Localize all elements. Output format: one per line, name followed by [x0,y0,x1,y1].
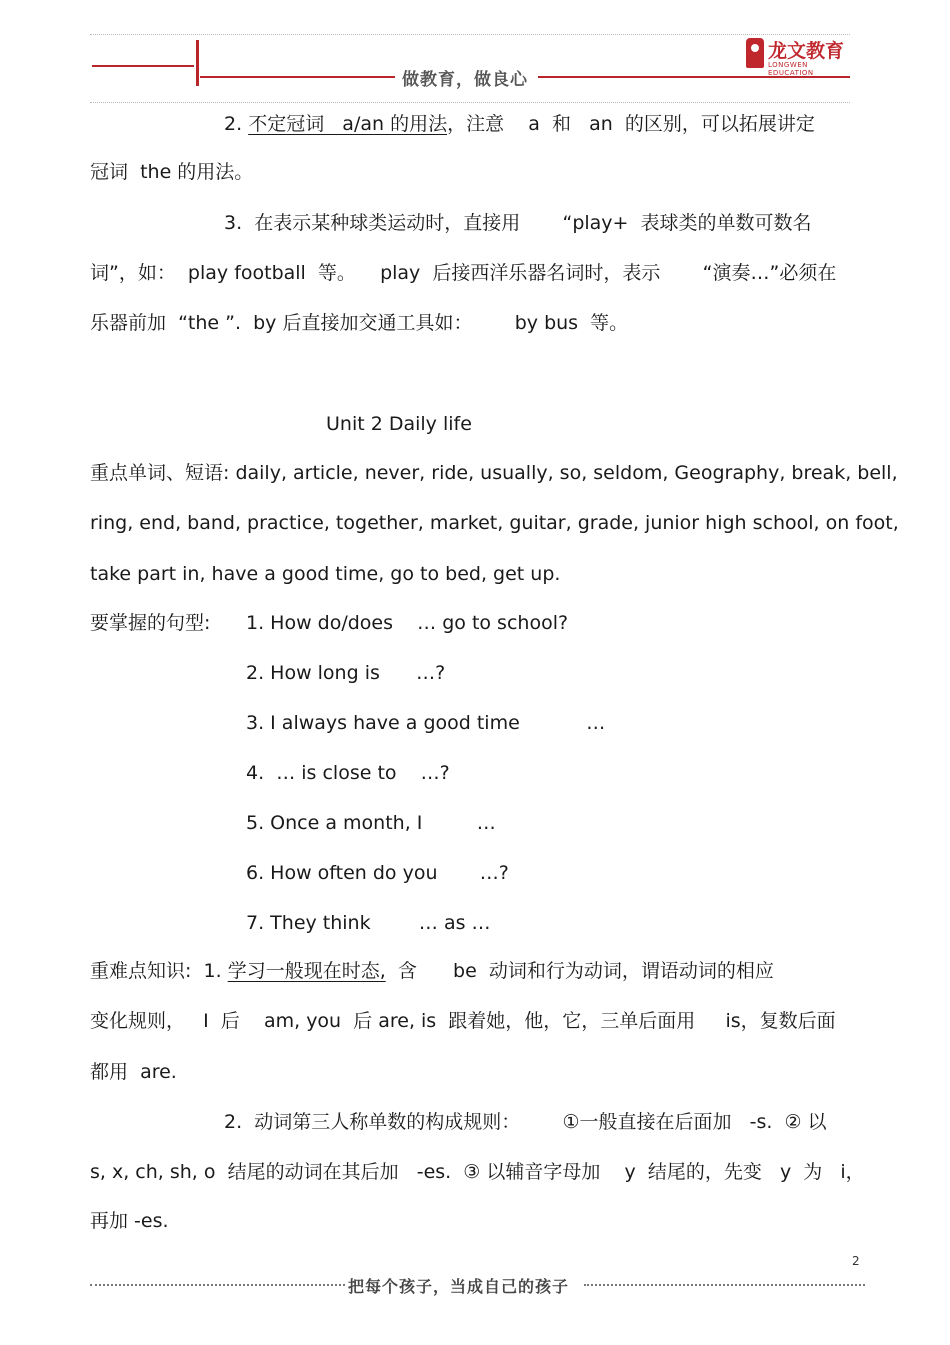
vocabulary-line-2: ring, end, band, practice, together, market, guitar, grade, junior high school, on foot, [90,512,899,534]
vocabulary-line-3: take part in, have a good time, go to bed, get up. [90,563,561,585]
paragraph-2-line-2: 冠词 the 的用法。 [90,161,254,183]
key-points-line-3: 都用 are. [90,1061,177,1083]
footer-rule-right [584,1284,865,1286]
key-points-label: 重难点知识: [90,960,192,982]
page-number: 2 [852,1254,860,1268]
header-rule-middle [200,76,395,78]
paragraph-2-line-1 [224,112,815,136]
key-points-line-2: 变化规则， I 后 am, you 后 are, is 跟着她，他，它，三单后面用 is，复数后面 [90,1010,836,1032]
key-point-2-line-2: s, x, ch, sh, o 结尾的动词在其后加 -es. ③ 以辅音字母加 y 结尾的，先变 y 为 i， [90,1161,865,1183]
pattern-item: 6. How often do you …? [246,862,509,884]
pattern-item: 4. … is close to …? [246,762,450,784]
page-footer [90,1274,865,1296]
paragraph-2-underlined: 不定冠词 a/an 的用法 [248,113,448,135]
logo [746,36,850,77]
paragraph-3-line-1: 3. 在表示某种球类运动时，直接用 “play+ 表球类的单数可数名 [224,212,812,234]
logo-name: 龙文教育 [768,40,845,62]
header-top-border [90,34,850,35]
footer-rule-left [90,1284,345,1286]
key-point-1-underlined: 学习一般现在时态, [227,960,386,982]
paragraph-2-text: ，注意 a 和 an 的区别，可以拓展讲定 [447,113,815,135]
header-bottom-border [90,102,850,103]
key-point-2-line-1: 2. 动词第三人称单数的构成规则： ①一般直接在后面加 -s. ② 以 [224,1111,827,1133]
page-header [90,34,850,104]
footer-slogan: 把每个孩子，当成自己的孩子 [348,1277,570,1296]
pattern-item: 5. Once a month, I … [246,812,496,834]
header-motto: 做教育，做良心 [402,70,528,90]
key-point-1-number: 1. [203,960,222,982]
pattern-item: 2. How long is …? [246,662,446,684]
paragraph-3-line-2: 词”，如： play football 等。 play 后接西洋乐器名词时，表示 “演奏…”必须在 [90,262,837,284]
key-point-1-text: 含 be 动词和行为动词，谓语动词的相应 [385,960,774,982]
paragraph-2-number: 2. [224,113,243,135]
patterns-label: 要掌握的句型: [90,612,211,634]
pattern-item: 3. I always have a good time … [246,712,606,734]
key-point-2-line-3: 再加 -es. [90,1210,169,1232]
header-divider [196,40,199,86]
paragraph-3-line-3: 乐器前加 “the ”. by 后直接加交通工具如： by bus 等。 [90,312,629,334]
logo-subtitle: LONGWEN EDUCATION [768,61,814,77]
header-rule-left [92,65,194,67]
key-points-line-1 [90,959,774,983]
logo-icon [746,38,764,68]
unit-title: Unit 2 Daily life [326,413,472,435]
pattern-item: 7. They think … as … [246,912,491,934]
pattern-item: 1. How do/does … go to school? [246,612,569,634]
vocabulary-line-1: 重点单词、短语: daily, article, never, ride, usually, so, seldom, Geography, break, bell, [90,462,898,484]
